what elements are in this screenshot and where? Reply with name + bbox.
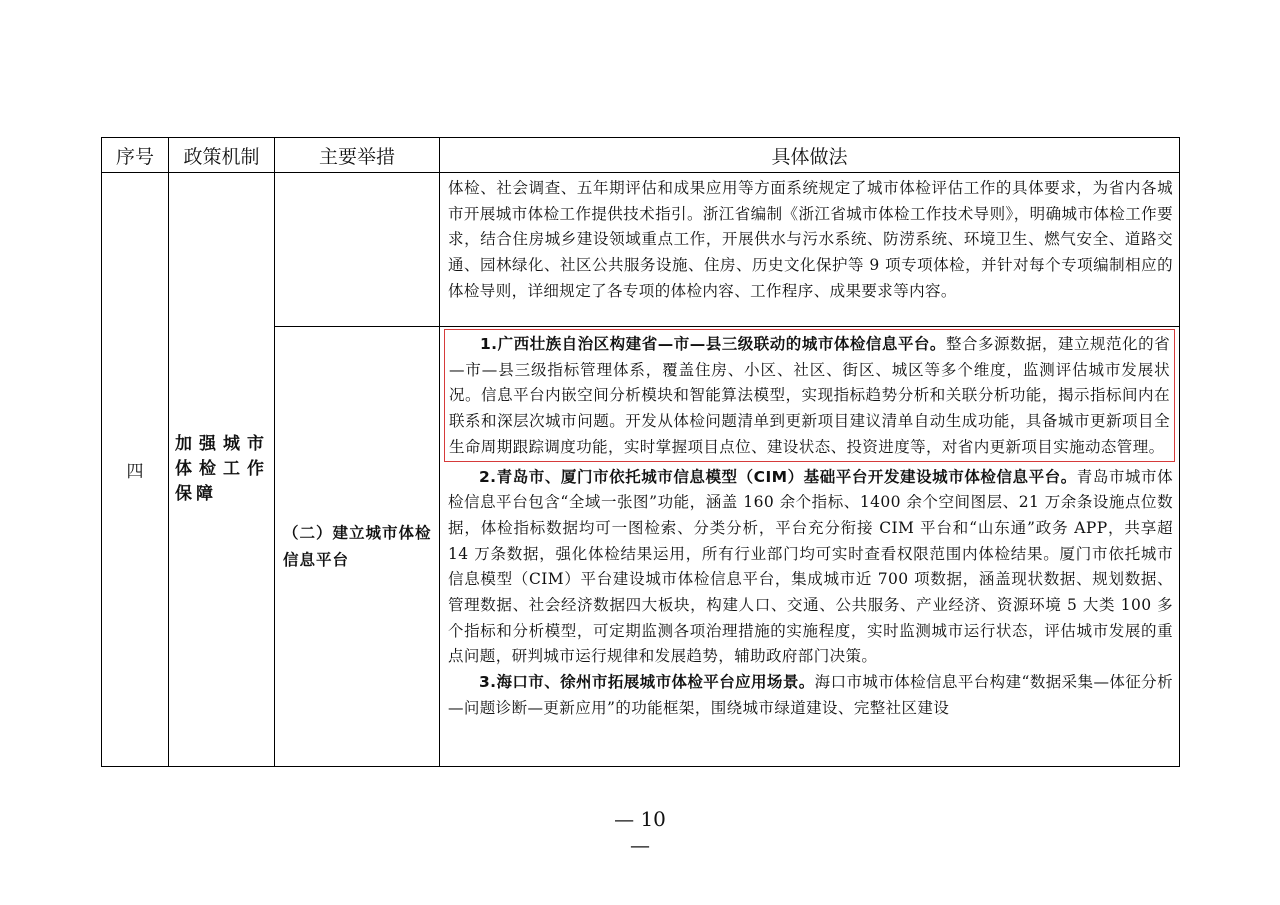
highlight-box xyxy=(444,329,1175,462)
header-policy: 政策机制 xyxy=(169,138,275,173)
item-3-title: 3.海口市、徐州市拓展城市体检平台应用场景。 xyxy=(479,673,815,692)
item-1 xyxy=(449,332,1170,461)
item-1-title: 1.广西壮族自治区构建省—市—县三级联动的城市体检信息平台。 xyxy=(480,335,946,353)
table-header-row xyxy=(102,138,1180,173)
policy-table xyxy=(101,137,1180,767)
item-2 xyxy=(448,465,1173,671)
detail-cell-continued xyxy=(440,173,1180,327)
measure-cell xyxy=(275,327,440,767)
page-number-dash: — xyxy=(630,833,650,857)
item-1-body: 整合多源数据，建立规范化的省—市—县三级指标管理体系，覆盖住房、小区、社区、街区、城区等多个维度，监测评估城市发展状况。信息平台内嵌空间分析模块和智能算法模型，实现指标趋势分析和关联分析功能，揭示指标间内在联系和深层次城市问题。开发从体检问题清单到更新项目建议清单自动生成功能，具备城市更新项目全生命周期跟踪调度功能，实时掌握项目点位、建设状态、投资进度等，对省内更新项目实施动态管理。 xyxy=(449,335,1170,456)
page-number: — 10 xyxy=(614,807,666,831)
measure-label: （二）建立城市体检信息平台 xyxy=(283,523,432,569)
policy-label: 加强城市体检工作保障 xyxy=(175,434,268,504)
row-number: 四 xyxy=(102,173,169,767)
item-3 xyxy=(448,670,1173,721)
header-measure: 主要举措 xyxy=(275,138,440,173)
header-number: 序号 xyxy=(102,138,169,173)
measure-empty-cell xyxy=(275,173,440,327)
table-row xyxy=(102,173,1180,327)
policy-cell xyxy=(169,173,275,767)
item-2-body: 青岛市城市体检信息平台包含“全域一张图”功能，涵盖 160 余个指标、1400 余个空间图层、21 万余条设施点位数据，体检指标数据均可一图检索、分类分析，平台充分衔接 CIM 平台和“山东通”政务 APP，共享超 14 万条数据，强化体检结果运用，所有行业部门均可实时查看权限范围内体检结果。厦门市依托城市信息模型（CIM）平台建设城市体检信息平台，集成城市近 700 项数据，涵盖现状数据、规划数据、管理数据、社会经济数据四大板块，构建人口、交通、公共服务、产业经济、资源环境 5 大类 100 多个指标和分析模型，可定期监测各项治理措施的实施程度，实时监测城市运行状态，评估城市发展的重点问题，研判城市运行规律和发展趋势，辅助政府部门决策。 xyxy=(448,467,1174,666)
header-detail: 具体做法 xyxy=(440,138,1180,173)
detail-cell xyxy=(440,327,1180,767)
item-3-body: 海口市城市体检信息平台构建“数据采集—体征分析—问题诊断—更新应用”的功能框架，围绕城市绿道建设、完整社区建设 xyxy=(448,673,1173,717)
detail-paragraph: 体检、社会调查、五年期评估和成果应用等方面系统规定了城市体检评估工作的具体要求，为省内各城市开展城市体检工作提供技术指引。浙江省编制《浙江省城市体检工作技术导则》，明确城市体检工作要求，结合住房城乡建设领域重点工作，开展供水与污水系统、防涝系统、环境卫生、燃气安全、道路交通、园林绿化、社区公共服务设施、住房、历史文化保护等 9 项专项体检，并针对每个专项编制相应的体检导则，详细规定了各专项的体检内容、工作程序、成果要求等内容。 xyxy=(448,179,1173,300)
item-2-title: 2.青岛市、厦门市依托城市信息模型（CIM）基础平台开发建设城市体检信息平台。 xyxy=(479,467,1077,486)
